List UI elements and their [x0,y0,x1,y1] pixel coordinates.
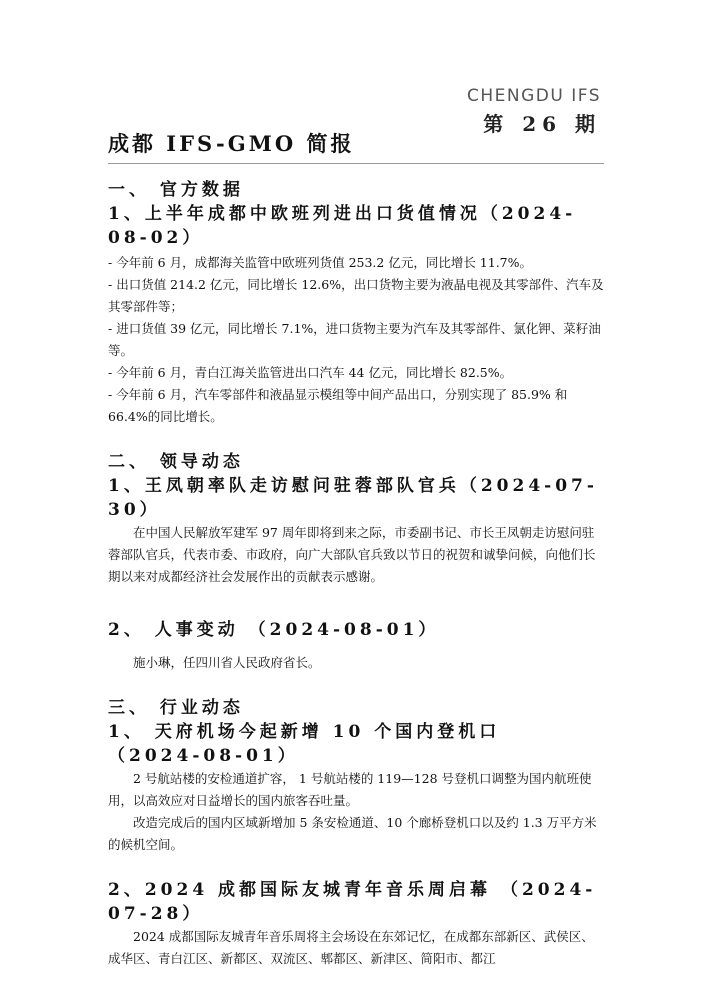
railway-trade-bullets [108,252,604,428]
issue-number: 第 26 期 [483,112,601,136]
page-title: 成都 IFS-GMO 简报 [108,131,355,156]
item-heading-music-week: 2、2024 成都国际友城青年音乐周启幕 （2024-07-28） [108,880,597,924]
personnel-body: 施小琳，任四川省人民政府省长。 [133,655,321,670]
item-heading-personnel: 2、 人事变动 （2024-08-01） [108,620,440,640]
item-heading-airport-gates: 1、 天府机场今起新增 10 个国内登机口 （2024-08-01） [108,722,501,766]
bullet-item: - 今年前 6 月，青白江海关监管进出口汽车 44 亿元，同比增长 82.5%。 [108,365,513,380]
bullet-item: - 今年前 6 月，汽车零部件和液晶显示模组等中间产品出口，分别实现了 85.9% 和 66.4%的同比增长。 [108,387,568,424]
bullet-item: - 出口货值 214.2 亿元，同比增长 12.6%，出口货物主要为液晶电视及其零部件、汽车及其零部件等； [108,277,604,314]
brand-wordmark: CHENGDU IFS [466,86,601,106]
section-heading-official-data: 一、 官方数据 [108,180,244,200]
item-heading-railway-trade: 1、上半年成都中欧班列进出口货值情况（2024-08-02） [108,204,577,248]
airport-gates-paragraph: 改造完成后的国内区域新增加 5 条安检通道、10 个廊桥登机口以及约 1.3 万平方米的候机空间。 [108,815,597,852]
bullet-item: - 进口货值 39 亿元，同比增长 7.1%，进口货物主要为汽车及其零部件、氯化钾、菜籽油等。 [108,321,601,358]
music-week-body: 2024 成都国际友城青年音乐周将主会场设在东郊记忆，在成都东部新区、武侯区、成华区、青白江区、新都区、双流区、郫都区、新津区、简阳市、都江 [108,929,594,966]
item-heading-military-visit: 1、王凤朝率队走访慰问驻蓉部队官兵（2024-07-30） [108,476,598,520]
airport-gates-paragraph: 2 号航站楼的安检通道扩容， 1 号航站楼的 119—128 号登机口调整为国内航班使用，以高效应对日益增长的国内旅客吞吐量。 [108,771,592,808]
briefing-content [108,174,604,970]
section-heading-industry: 三、 行业动态 [108,698,244,718]
section-heading-leadership: 二、 领导动态 [108,452,244,472]
military-visit-body: 在中国人民解放军建军 97 周年即将到来之际，市委副书记、市长王凤朝走访慰问驻蓉部队官兵，代表市委、市政府，向广大部队官兵致以节日的祝贺和诚挚问候，向他们长期以来对成都经济社会发展作出的贡献表示感谢。 [108,525,596,584]
bullet-item: - 今年前 6 月，成都海关监管中欧班列货值 253.2 亿元，同比增长 11.7%。 [108,255,533,270]
header-divider [108,163,604,164]
